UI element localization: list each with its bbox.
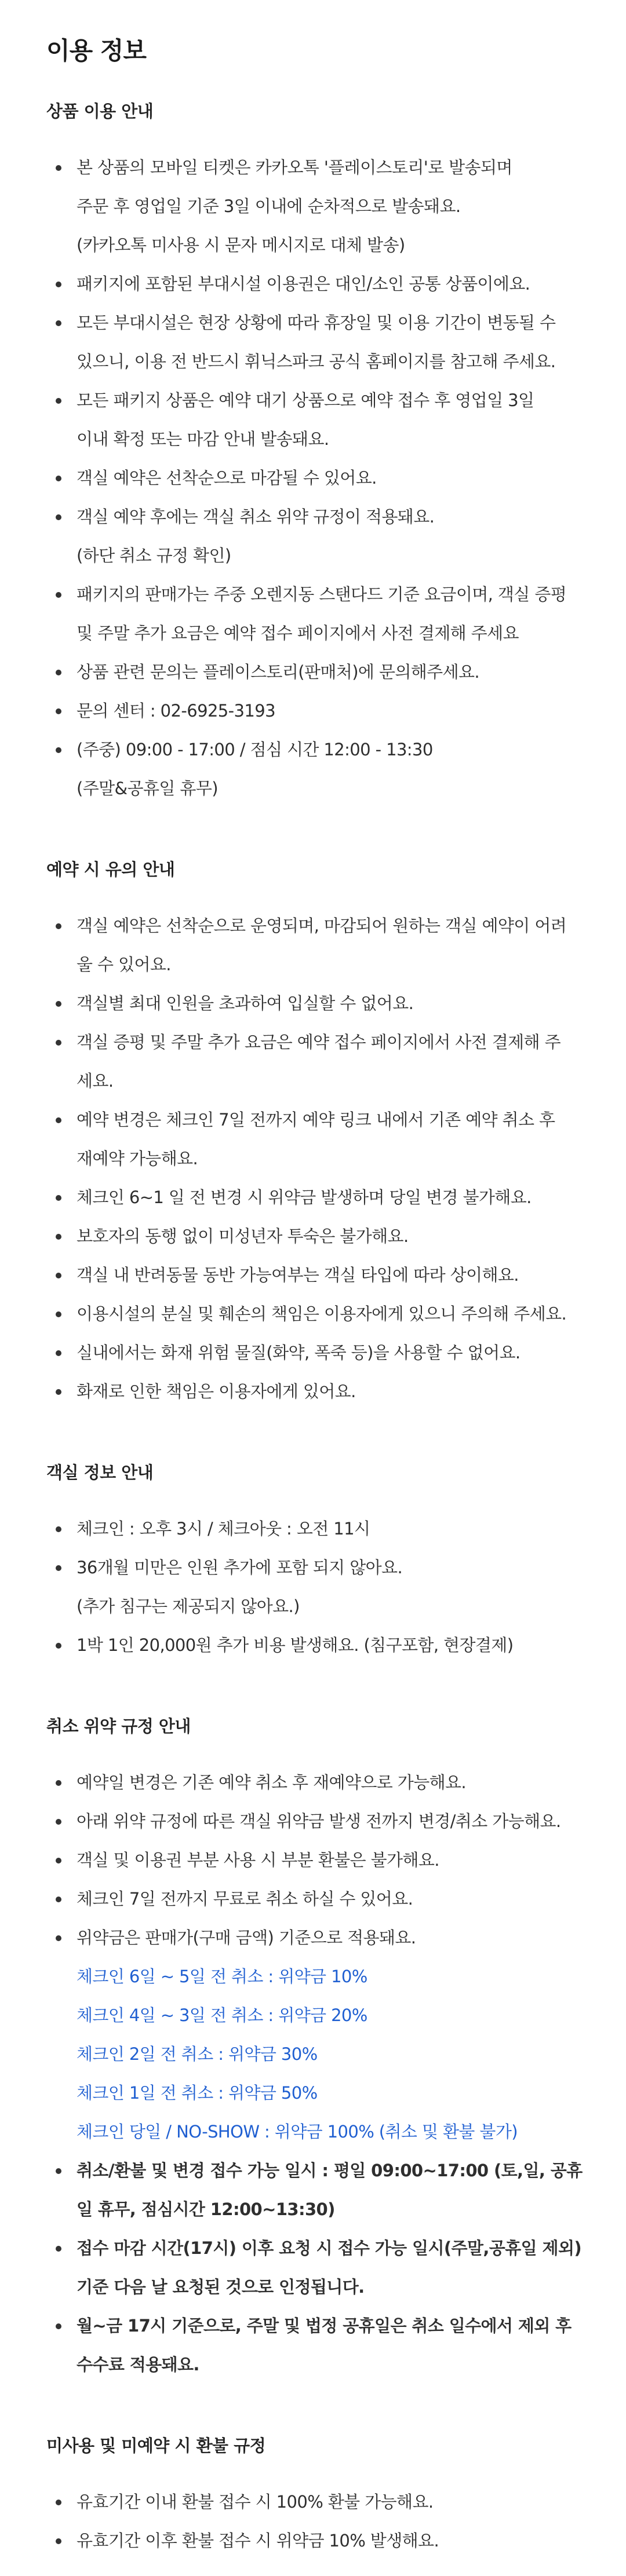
list-item: 체크인 7일 전까지 무료로 취소 하실 수 있어요. xyxy=(46,1880,580,1919)
list-item: 화재로 인한 책임은 이용자에게 있어요. xyxy=(46,1372,580,1411)
list-item: 유효기간 이후 환불 접수 시 위약금 10% 발생해요. xyxy=(46,2522,580,2560)
product-usage-list xyxy=(46,148,580,808)
list-item: 위약금은 판매가(구매 금액) 기준으로 적용돼요. 체크인 6일 ~ 5일 전 취소 : 위약금 10% 체크인 4일 ~ 3일 전 취소 : 위약금 20% 체크인 2일 전 취소 : 위약금 30% 체크인 1일 전 취소 : 위약금 50% 체크인 당일 / NO-SHOW : 위약금 100% (취소 및 환불 불가) xyxy=(46,1919,580,2151)
list-item: 객실별 최대 인원을 초과하여 입실할 수 없어요. xyxy=(46,984,580,1023)
bullet-icon xyxy=(56,1565,61,1571)
bullet-icon xyxy=(56,1117,61,1123)
list-item: 1박 1인 20,000원 추가 비용 발생해요. (침구포함, 현장결제) xyxy=(46,1626,580,1665)
bullet-icon xyxy=(56,1935,61,1941)
reservation-notice-section xyxy=(46,858,580,1411)
bullet-icon xyxy=(56,2168,61,2174)
contact-phone[interactable]: 문의 센터 : 02-6925-3193 xyxy=(77,701,275,721)
penalty-row: 체크인 1일 전 취소 : 위약금 50% xyxy=(77,2083,318,2103)
penalty-row: 체크인 2일 전 취소 : 위약금 30% xyxy=(77,2044,318,2064)
list-item: 보호자의 동행 없이 미성년자 투숙은 불가해요. xyxy=(46,1217,580,1256)
bullet-icon xyxy=(56,514,61,520)
penalty-row: 체크인 4일 ~ 3일 전 취소 : 위약금 20% xyxy=(77,2005,367,2025)
bullet-icon xyxy=(56,1858,61,1864)
inquiry-notice: 상품 관련 문의는 플레이스토리(판매처)에 문의해주세요. xyxy=(46,653,580,692)
bullet-icon xyxy=(56,923,61,929)
contact-center[interactable] xyxy=(46,692,580,730)
refund-policy-list xyxy=(46,2483,580,2560)
bullet-icon xyxy=(56,1001,61,1007)
list-item: 36개월 미만은 인원 추가에 포함 되지 않아요. (추가 침구는 제공되지 않아요.) xyxy=(46,1548,580,1626)
list-item: 예약일 변경은 기존 예약 취소 후 재예약으로 가능해요. xyxy=(46,1763,580,1802)
bullet-icon xyxy=(56,2246,61,2252)
penalty-row: 체크인 6일 ~ 5일 전 취소 : 위약금 10% xyxy=(77,1967,367,1986)
bullet-icon xyxy=(56,1897,61,1902)
section-title: 예약 시 유의 안내 xyxy=(46,860,175,879)
penalty-row: 체크인 당일 / NO-SHOW : 위약금 100% (취소 및 환불 불가) xyxy=(77,2122,518,2142)
bullet-icon xyxy=(56,2500,61,2505)
cancellation-policy-section xyxy=(46,1715,583,2384)
section-title: 상품 이용 안내 xyxy=(46,101,154,121)
list-item: 모든 패키지 상품은 예약 대기 상품으로 예약 접수 후 영업일 3일 이내 확정 또는 마감 안내 발송돼요. xyxy=(46,381,580,459)
bullet-icon xyxy=(56,1195,61,1201)
list-item: 객실 및 이용권 부분 사용 시 부분 환불은 불가해요. xyxy=(46,1841,580,1880)
room-info-list xyxy=(46,1510,580,1665)
reservation-notice-list xyxy=(46,907,580,1411)
bullet-icon xyxy=(56,1643,61,1649)
bullet-icon xyxy=(56,1819,61,1825)
list-item: 체크인 : 오후 3시 / 체크아웃 : 오전 11시 xyxy=(46,1510,580,1548)
bullet-icon xyxy=(56,398,61,404)
bullet-icon xyxy=(56,476,61,481)
list-item: 실내에서는 화재 위험 물질(화약, 폭죽 등)을 사용할 수 없어요. xyxy=(46,1333,580,1372)
list-item: 객실 예약은 선착순으로 마감될 수 있어요. xyxy=(46,459,580,498)
bullet-icon xyxy=(56,2323,61,2329)
list-item: 객실 예약 후에는 객실 취소 위약 규정이 적용돼요. (하단 취소 규정 확인) xyxy=(46,498,580,575)
bullet-icon xyxy=(56,708,61,714)
list-item: 접수 마감 시간(17시) 이후 요청 시 접수 가능 일시(주말,공휴일 제외) 기준 다음 날 요청된 것으로 인정됩니다. xyxy=(46,2229,580,2307)
bullet-icon xyxy=(56,282,61,287)
list-item: 월~금 17시 기준으로, 주말 및 법정 공휴일은 취소 일수에서 제외 후 수수료 적용돼요. xyxy=(46,2307,580,2384)
bullet-icon xyxy=(56,747,61,753)
list-item: 유효기간 이내 환불 접수 시 100% 환불 가능해요. xyxy=(46,2483,580,2522)
bullet-icon xyxy=(56,1389,61,1395)
page-title: 이용 정보 xyxy=(46,36,146,65)
list-item: 모든 부대시설은 현장 상황에 따라 휴장일 및 이용 기간이 변동될 수 있으니, 이용 전 반드시 휘닉스파크 공식 홈페이지를 참고해 주세요. xyxy=(46,304,580,381)
list-item: 패키지에 포함된 부대시설 이용권은 대인/소인 공통 상품이에요. xyxy=(46,265,580,304)
bullet-icon xyxy=(56,1273,61,1278)
bullet-icon xyxy=(56,1780,61,1786)
bullet-icon xyxy=(56,2538,61,2544)
bullet-icon xyxy=(56,320,61,326)
contact-hours: (주중) 09:00 - 17:00 / 점심 시간 12:00 - 13:30 (주말&공휴일 휴무) xyxy=(46,730,580,808)
bullet-icon xyxy=(56,1350,61,1356)
list-item: 패키지의 판매가는 주중 오렌지동 스탠다드 기준 요금이며, 객실 증평 및 주말 추가 요금은 예약 접수 페이지에서 사전 결제해 주세요 xyxy=(46,575,580,653)
bullet-icon xyxy=(56,165,61,171)
section-title: 객실 정보 안내 xyxy=(46,1463,154,1482)
list-item: 예약 변경은 체크인 7일 전까지 예약 링크 내에서 기존 예약 취소 후 재예약 가능해요. xyxy=(46,1101,580,1178)
section-title: 취소 위약 규정 안내 xyxy=(46,1716,191,1736)
refund-policy-section xyxy=(46,2434,580,2560)
list-item: 객실 증평 및 주말 추가 요금은 예약 접수 페이지에서 사전 결제해 주 세요. xyxy=(46,1023,580,1101)
section-title: 미사용 및 미예약 시 환불 규정 xyxy=(46,2436,266,2456)
bullet-icon xyxy=(56,592,61,598)
list-item: 본 상품의 모바일 티켓은 카카오톡 '플레이스토리'로 발송되며 주문 후 영업일 기준 3일 이내에 순차적으로 발송돼요. (카카오톡 미사용 시 문자 메시지로 대체 발송) xyxy=(46,148,580,265)
list-item: 취소/환불 및 변경 접수 가능 일시 : 평일 09:00~17:00 (토,일, 공휴 일 휴무, 점심시간 12:00~13:30) xyxy=(46,2151,580,2229)
product-usage-section xyxy=(46,100,580,808)
bullet-icon xyxy=(56,1311,61,1317)
list-item: 이용시설의 분실 및 훼손의 책임은 이용자에게 있으니 주의해 주세요. xyxy=(46,1295,580,1333)
bullet-icon xyxy=(56,1526,61,1532)
bullet-icon xyxy=(56,1040,61,1046)
list-item: 체크인 6~1 일 전 변경 시 위약금 발생하며 당일 변경 불가해요. xyxy=(46,1178,580,1217)
cancellation-policy-list xyxy=(46,1763,583,2384)
list-item: 아래 위약 규정에 따른 객실 위약금 발생 전까지 변경/취소 가능해요. xyxy=(46,1802,580,1841)
room-info-section xyxy=(46,1461,580,1665)
bullet-icon xyxy=(56,670,61,675)
list-item: 객실 예약은 선착순으로 운영되며, 마감되어 원하는 객실 예약이 어려 울 수 있어요. xyxy=(46,907,580,984)
bullet-icon xyxy=(56,1234,61,1240)
list-item: 객실 내 반려동물 동반 가능여부는 객실 타입에 따라 상이해요. xyxy=(46,1256,580,1295)
